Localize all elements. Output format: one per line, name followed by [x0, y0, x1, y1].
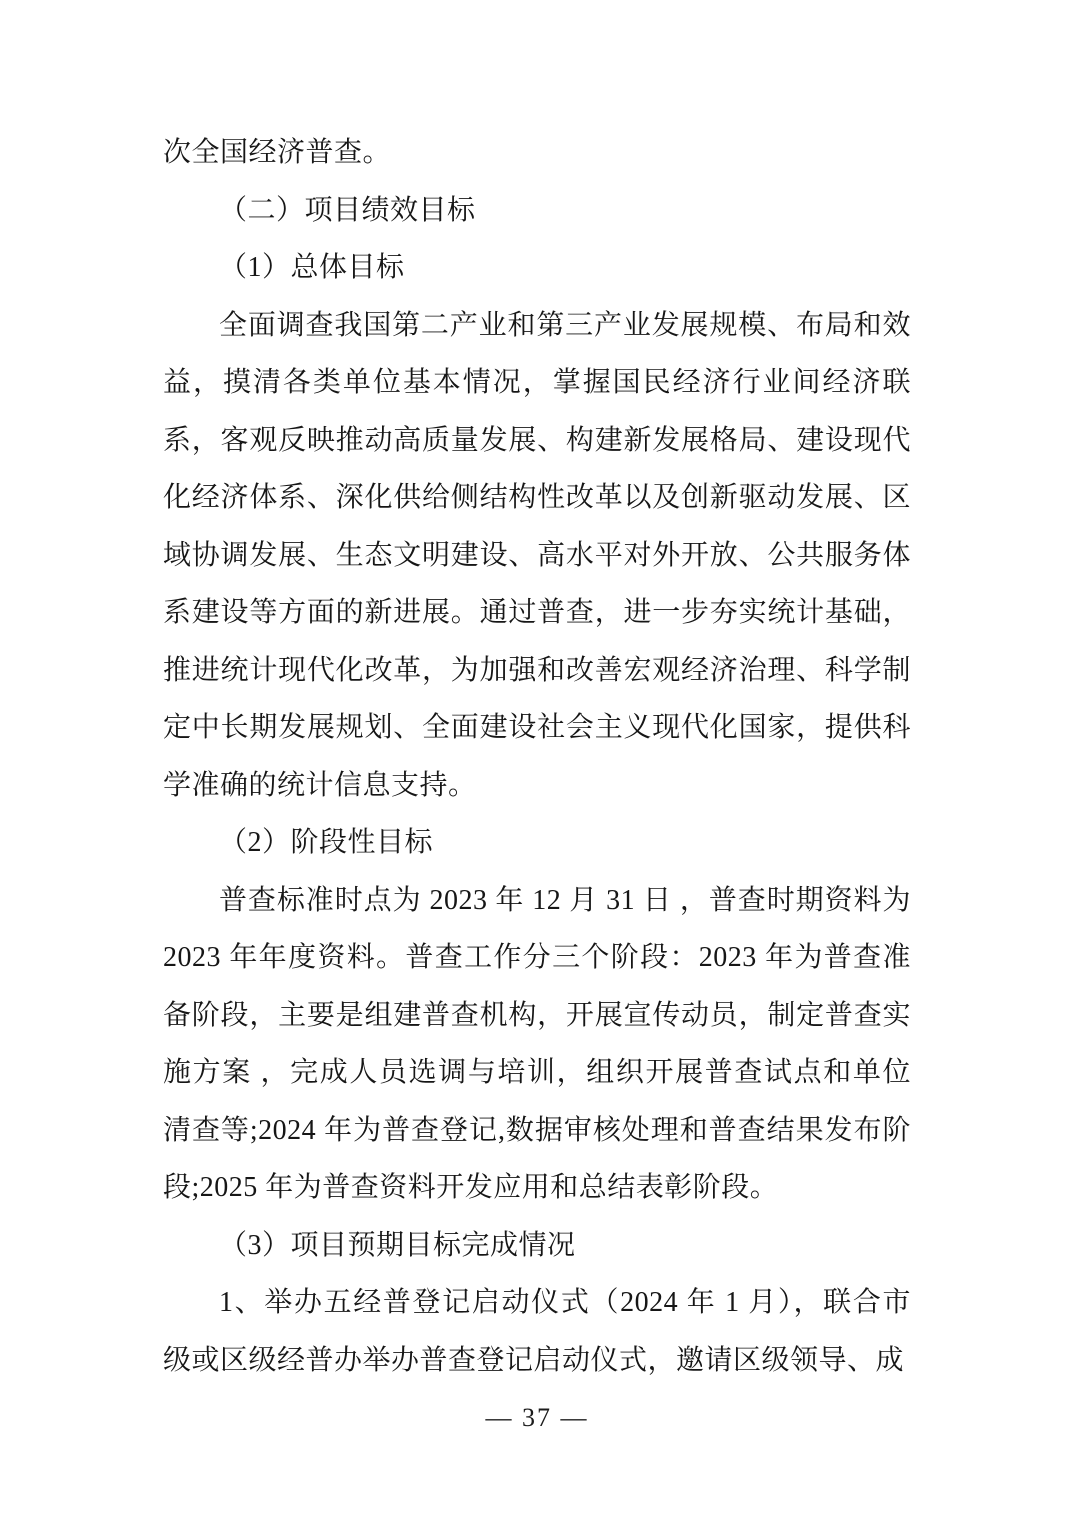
paragraph-continuation: 次全国经济普查。: [163, 137, 392, 168]
heading-overall-goal: （1）总体目标: [219, 252, 405, 283]
heading-phased-goal: （2）阶段性目标: [219, 827, 434, 858]
document-body: [163, 124, 911, 1389]
heading-section-performance-goals: （二）项目绩效目标: [219, 194, 476, 226]
paragraph-overall-goal: 全面调查我国第二产业和第三产业发展规模、布局和效益，摸清各类单位基本情况，掌握国民经济行业间经济联系，客观反映推动高质量发展、构建新发展格局、建设现代化经济体系、深化供给侧结构性改革以及创新驱动发展、区域协调发展、生态文明建设、高水平对外开放、公共服务体系建设等方面的新进展。通过普查，进一步夯实统计基础，推进统计现代化改革，为加强和改善宏观经济治理、科学制定中长期发展规划、全面建设社会主义现代化国家，提供科学准确的统计信息支持。: [163, 309, 911, 801]
page-footer: [0, 1398, 1074, 1438]
heading-expected-goal-completion: （3）项目预期目标完成情况: [219, 1229, 576, 1261]
paragraph-item-1-launch-ceremony: 1、举办五经普登记启动仪式（2024 年 1 月），联合市级或区级经普办举办普查登记启动仪式，邀请区级领导、成: [163, 1287, 911, 1376]
page-number: — 37 —: [485, 1403, 589, 1432]
paragraph-phased-goal: 普查标准时点为 2023 年 12 月 31 日 ，普查时期资料为 2023 年年度资料。普查工作分三个阶段：2023 年为普查准备阶段，主要是组建普查机构，开展宣传动员，制定普查实施方案 ，完成人员选调与培训，组织开展普查试点和单位清查等;2024 年为普查登记,数据审核处理和普查结果发布阶段;2025 年为普查资料开发应用和总结表彰阶段。: [163, 884, 911, 1203]
